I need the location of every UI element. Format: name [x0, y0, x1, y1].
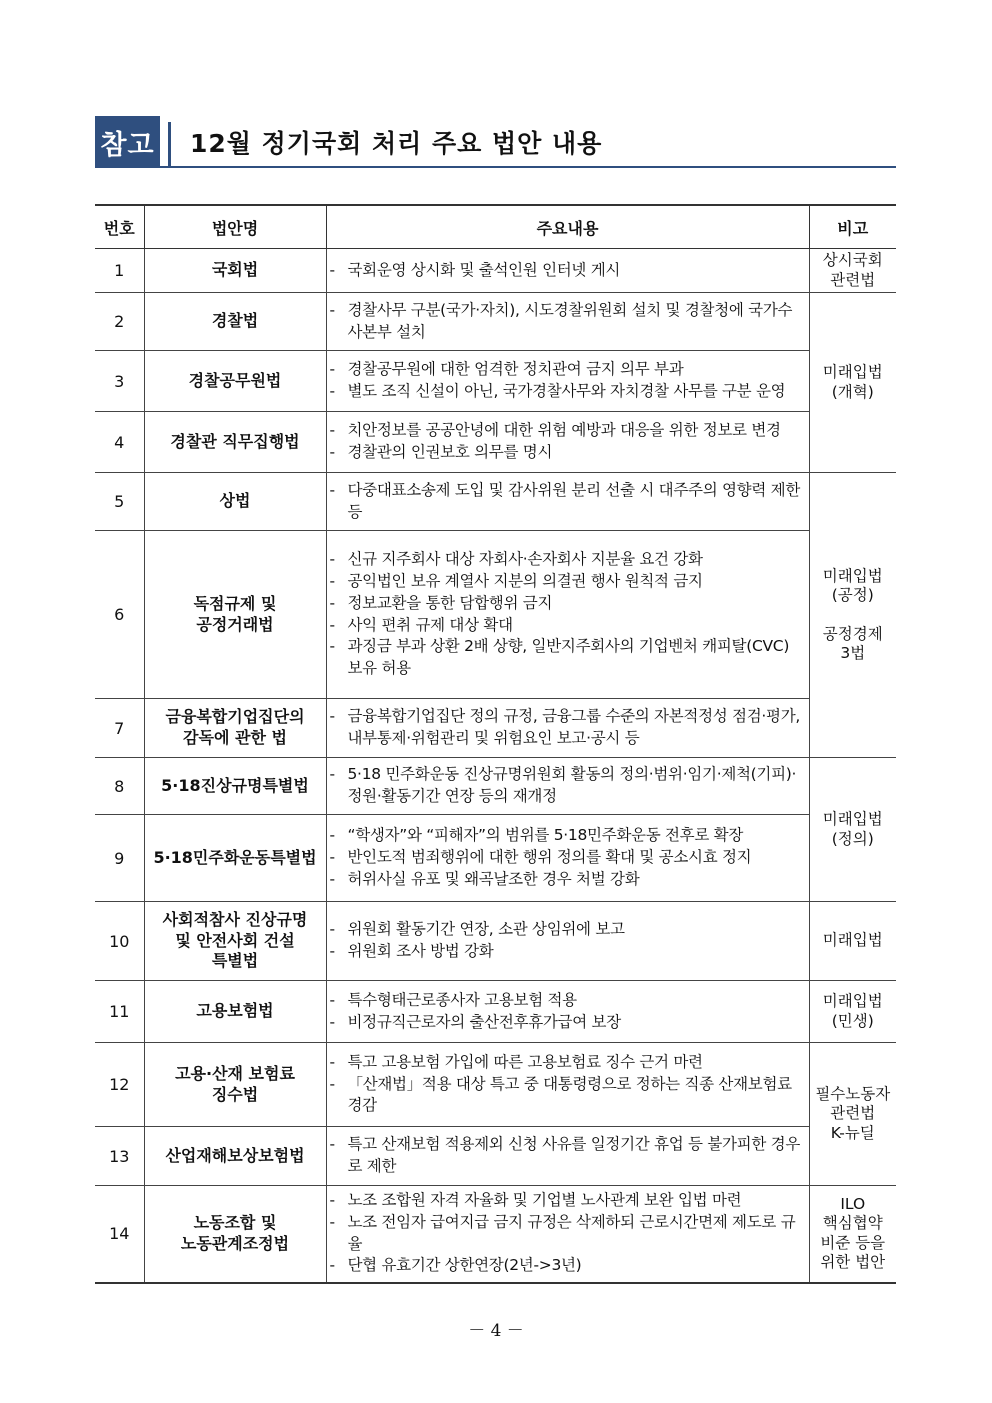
note-line: 미래입법 [822, 931, 883, 950]
content-item [330, 260, 806, 282]
content-item [330, 381, 806, 403]
bullet-dash-icon: - [329, 869, 336, 888]
content-item-text: 국회운영 상시화 및 출석인원 인터넷 게시 [347, 260, 621, 279]
content-item [330, 442, 806, 464]
content-item-text: 공익법인 보유 계열사 지분의 의결권 행사 원칙적 금지 [347, 572, 703, 591]
bullet-dash-icon: - [329, 826, 336, 845]
note-line: (개혁) [831, 382, 874, 401]
bullet-dash-icon: - [329, 382, 336, 400]
note-line: (정의) [831, 829, 874, 848]
header-divider [168, 122, 171, 166]
main-content [326, 699, 809, 758]
content-item-text: 과징금 부과 상환 2배 상향, 일반지주회사의 기업벤처 캐피탈(CVC) 보유 허용 [347, 637, 790, 677]
content-item [330, 480, 806, 523]
main-content [326, 293, 809, 351]
table-header-row [95, 205, 896, 249]
content-item [330, 1190, 806, 1212]
column-header-bill-name: 법안명 [144, 205, 326, 249]
bill-name [144, 351, 326, 412]
table-row [95, 412, 896, 473]
bullet-dash-icon: - [329, 1074, 336, 1093]
row-number: 7 [95, 699, 144, 758]
content-item-text: 치안정보를 공공안녕에 대한 위험 예방과 대응을 위한 정보로 변경 [347, 421, 781, 440]
column-header-note: 비고 [809, 205, 896, 249]
bill-name [144, 412, 326, 473]
note-cell [809, 981, 896, 1043]
bill-name-line: 공정거래법 [196, 614, 274, 634]
table-row [95, 1127, 896, 1186]
content-item [330, 593, 806, 615]
main-content [326, 1127, 809, 1186]
content-item [330, 847, 806, 869]
note-line: 미래입법 [822, 810, 883, 829]
note-line: 상시국회 [822, 251, 883, 270]
content-item-text: 5·18 민주화운동 진상규명위원회 활동의 정의·범위·임기·제척(기피)·정원·활동기간 연장 등의 재개정 [347, 765, 797, 805]
bullet-dash-icon: - [329, 360, 336, 379]
table-row [95, 1186, 896, 1283]
content-item [330, 636, 806, 679]
main-content [326, 758, 809, 815]
note-cell [809, 249, 896, 293]
content-item-text: 금융복합기업집단 정의 규정, 금융그룹 수준의 자본적정성 점검·평가, 내부통제·위험관리 및 위험요인 보고·공시 등 [347, 707, 800, 747]
bullet-dash-icon: - [329, 637, 336, 656]
bill-name-line: 노동조합 및 [193, 1212, 277, 1232]
note-line: 미래입법 [822, 992, 883, 1011]
bill-name [144, 1043, 326, 1127]
content-item [330, 825, 806, 847]
bill-name-line: 감독에 관한 법 [183, 728, 287, 747]
content-item [330, 1255, 806, 1277]
note-cell [809, 1043, 896, 1186]
bullet-dash-icon: - [329, 1012, 336, 1031]
column-header-number: 번호 [95, 205, 144, 249]
note-line: 필수노동자 [815, 1084, 891, 1103]
content-item [330, 941, 806, 963]
note-line: 핵심협약 [822, 1214, 883, 1233]
bill-name-line: 노동관계조정법 [180, 1233, 290, 1253]
main-content [326, 902, 809, 981]
content-item [330, 990, 806, 1012]
table-row [95, 249, 896, 293]
note-line: 관련법 [830, 1104, 876, 1123]
row-number: 10 [95, 902, 144, 981]
content-item-text: 노조 전임자 급여지급 금지 규정은 삭제하되 근로시간면제 제도로 규율 [347, 1213, 796, 1253]
bill-name [144, 293, 326, 351]
note-line: 3법 [840, 644, 866, 663]
bill-name-line: 특별법 [211, 951, 259, 971]
bullet-dash-icon: - [329, 707, 336, 726]
bill-name-line: 국회법 [211, 260, 259, 280]
bill-name-line: 5·18진상규명특별법 [161, 775, 309, 795]
bill-name-line: 경찰법 [211, 311, 259, 331]
table-row [95, 473, 896, 531]
note-line: 비준 등을 [820, 1233, 886, 1252]
bullet-dash-icon: - [329, 1213, 336, 1232]
table-row [95, 531, 896, 699]
row-number: 8 [95, 758, 144, 815]
bullet-dash-icon: - [329, 260, 336, 279]
content-item [330, 300, 806, 343]
note-cell [809, 758, 896, 902]
content-item-text: 별도 조직 신설이 아닌, 국가경찰사무와 자치경찰 사무를 구분 운영 [347, 382, 786, 400]
row-number: 3 [95, 351, 144, 412]
bill-name [144, 699, 326, 758]
content-item [330, 764, 806, 807]
note-line: 공정경제 [822, 624, 883, 643]
note-line: 미래입법 [822, 363, 883, 382]
bill-name [144, 902, 326, 981]
table-row [95, 758, 896, 815]
page-title: 12월 정기국회 처리 주요 법안 내용 [190, 129, 603, 158]
content-item-text: 단협 유효기간 상한연장(2년->3년) [347, 1256, 582, 1275]
bill-name-line: 산업재해보상보험법 [165, 1145, 305, 1165]
content-item [330, 1012, 806, 1034]
table-row [95, 902, 896, 981]
bullet-dash-icon: - [329, 593, 336, 612]
row-number: 6 [95, 531, 144, 699]
note-line: (공정) [831, 585, 874, 604]
content-item [330, 869, 806, 891]
bullet-dash-icon: - [329, 1052, 336, 1071]
note-line: ILO [840, 1195, 866, 1213]
bill-name [144, 1127, 326, 1186]
note-cell [809, 1186, 896, 1283]
bill-name [144, 981, 326, 1043]
row-number: 1 [95, 249, 144, 293]
section-header [95, 116, 896, 168]
table-row [95, 351, 896, 412]
bullet-dash-icon: - [329, 615, 336, 634]
content-item-text: 정보교환을 통한 담합행위 금지 [347, 593, 553, 612]
table-body [95, 249, 896, 1283]
bill-name-line: 및 안전사회 건설 [175, 930, 295, 950]
content-item [330, 571, 806, 593]
bullet-dash-icon: - [329, 480, 336, 499]
content-item-text: 경찰사무 구분(국가·자치), 시도경찰위원회 설치 및 경찰청에 국가수사본부 설치 [347, 300, 793, 341]
bullet-dash-icon: - [329, 550, 336, 569]
bills-table [95, 204, 896, 1284]
content-item [330, 706, 806, 749]
note-line: 관련법 [830, 270, 876, 289]
bill-name [144, 1186, 326, 1283]
note-line: 미래입법 [822, 566, 883, 585]
row-number: 11 [95, 981, 144, 1043]
column-header-content: 주요내용 [326, 205, 809, 249]
content-item-text: 사익 편취 규제 대상 확대 [347, 615, 513, 634]
content-item [330, 615, 806, 637]
content-item [330, 1134, 806, 1177]
content-item [330, 1212, 806, 1255]
main-content [326, 1043, 809, 1127]
bullet-dash-icon: - [329, 848, 336, 867]
bullet-dash-icon: - [329, 1256, 336, 1275]
main-content [326, 412, 809, 473]
content-item [330, 549, 806, 571]
content-item-text: 노조 조합원 자격 자율화 및 기업별 노사관계 보완 입법 마련 [347, 1191, 742, 1210]
content-item-text: “학생자”와 “피해자”의 범위를 5·18민주화운동 전후로 확장 [347, 826, 744, 845]
reference-badge: 참고 [95, 116, 160, 168]
bill-name [144, 531, 326, 699]
bullet-dash-icon: - [329, 920, 336, 939]
content-item [330, 919, 806, 941]
bill-name [144, 758, 326, 815]
main-content [326, 815, 809, 902]
main-content [326, 1186, 809, 1283]
table-row [95, 699, 896, 758]
main-content [326, 249, 809, 293]
main-content [326, 351, 809, 412]
row-number: 9 [95, 815, 144, 902]
bill-name-line: 독점규제 및 [193, 593, 277, 613]
bill-name-line: 경찰관 직무집행법 [170, 431, 300, 451]
note-line [813, 605, 894, 624]
bullet-dash-icon: - [329, 1191, 336, 1210]
page-number: － 4 － [468, 1321, 524, 1341]
content-item [330, 359, 806, 381]
bill-name-line: 고용·산재 보험료 [175, 1063, 295, 1083]
bullet-dash-icon: - [329, 1135, 336, 1154]
bullet-dash-icon: - [329, 443, 336, 461]
content-item-text: 위원회 활동기간 연장, 소관 상임위에 보고 [347, 920, 625, 939]
bill-name-line: 경찰공무원법 [188, 370, 282, 390]
content-item [330, 420, 806, 442]
note-cell [809, 293, 896, 473]
content-item-text: 위원회 조사 방법 강화 [347, 942, 494, 960]
bill-name-line: 징수법 [211, 1084, 259, 1104]
content-item-text: 경찰공무원에 대한 엄격한 정치관여 금지 의무 부과 [347, 360, 684, 379]
bill-name-line: 5·18민주화운동특별법 [153, 847, 317, 867]
row-number: 5 [95, 473, 144, 531]
content-item [330, 1074, 806, 1117]
table-row [95, 1043, 896, 1127]
row-number: 13 [95, 1127, 144, 1186]
row-number: 2 [95, 293, 144, 351]
table-row [95, 293, 896, 351]
content-item-text: 비정규직근로자의 출산전후휴가급여 보장 [347, 1012, 621, 1031]
content-item-text: 반인도적 범죄행위에 대한 행위 정의를 확대 및 공소시효 정지 [347, 848, 752, 867]
content-item [330, 1052, 806, 1074]
bullet-dash-icon: - [329, 572, 336, 591]
bill-name-line: 금융복합기업집단의 [165, 707, 305, 727]
content-item-text: 「산재법」적용 대상 특고 중 대통령령으로 정하는 직종 산재보험료 경감 [347, 1074, 792, 1115]
bullet-dash-icon: - [329, 300, 336, 319]
bill-name-line: 사회적참사 진상규명 [162, 909, 308, 929]
row-number: 12 [95, 1043, 144, 1127]
main-content [326, 981, 809, 1043]
content-item-text: 특고 산재보험 적용제외 신청 사유를 일정기간 휴업 등 불가피한 경우로 제한 [347, 1135, 800, 1175]
note-line: 위한 법안 [820, 1253, 886, 1272]
bullet-dash-icon: - [329, 942, 336, 960]
content-item-text: 다중대표소송제 도입 및 감사위원 분리 선출 시 대주주의 영향력 제한 등 [347, 480, 800, 521]
content-item-text: 특고 고용보험 가입에 따른 고용보험료 징수 근거 마련 [347, 1052, 703, 1071]
note-cell [809, 902, 896, 981]
table-row [95, 981, 896, 1043]
content-item-text: 허위사실 유포 및 왜곡날조한 경우 처벌 강화 [347, 869, 640, 888]
row-number: 14 [95, 1186, 144, 1283]
content-item-text: 특수형태근로종사자 고용보험 적용 [347, 990, 577, 1009]
bullet-dash-icon: - [329, 990, 336, 1009]
bill-name-line: 상법 [219, 491, 251, 511]
bullet-dash-icon: - [329, 421, 336, 440]
bill-name [144, 249, 326, 293]
header-underline [95, 166, 896, 168]
note-line: (민생) [831, 1011, 874, 1030]
bill-name [144, 473, 326, 531]
note-cell [809, 473, 896, 758]
table-row [95, 815, 896, 902]
note-line: K-뉴딜 [830, 1123, 875, 1142]
content-item-text: 경찰관의 인권보호 의무를 명시 [347, 443, 553, 461]
row-number: 4 [95, 412, 144, 473]
content-item-text: 신규 지주회사 대상 자회사·손자회사 지분율 요건 강화 [347, 550, 703, 569]
bullet-dash-icon: - [329, 765, 336, 784]
main-content [326, 531, 809, 699]
bill-name-line: 고용보험법 [196, 1001, 274, 1021]
bill-name [144, 815, 326, 902]
main-content [326, 473, 809, 531]
